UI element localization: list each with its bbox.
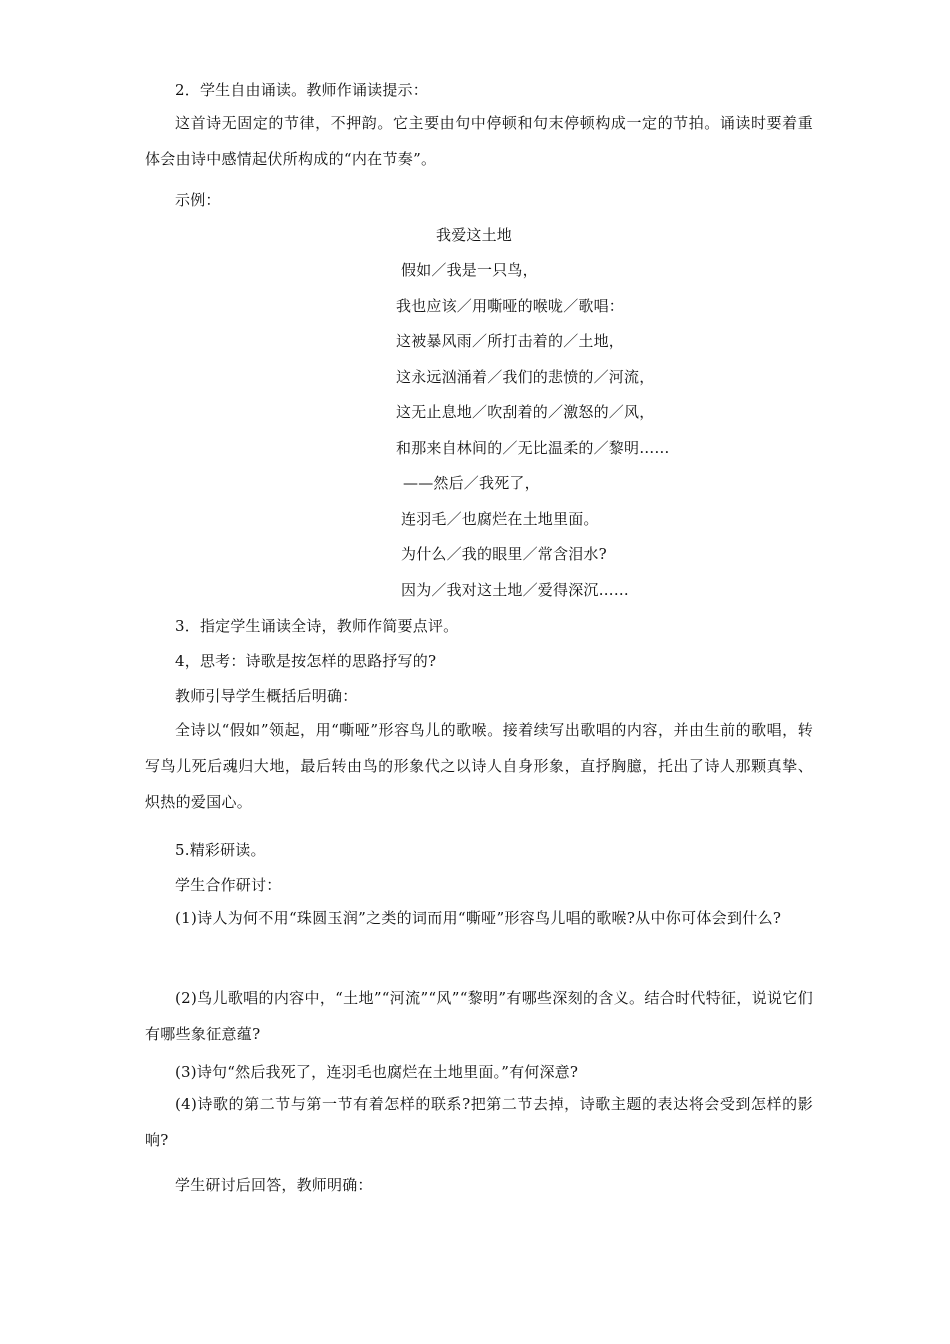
poem-line: 我也应该／用嘶哑的喉咙／歌唱： [396, 297, 625, 315]
poem-line: 假如／我是一只鸟， [401, 261, 538, 279]
discussion-label: 学生合作研讨： [175, 876, 282, 894]
example-label: 示例： [175, 191, 221, 209]
teacher-guide-line: 教师引导学生概括后明确： [175, 687, 358, 705]
conclusion-line: 学生研讨后回答，教师明确： [175, 1176, 373, 1194]
poem-line: ——然后／我死了， [403, 474, 540, 492]
question-2: (2)鸟儿歌唱的内容中，“土地”“河流”“风”“黎明”有哪些深刻的含义。结合时代特征，说说它们有哪些象征意蕴? [145, 989, 813, 1043]
poem-line: 和那来自林间的／无比温柔的／黎明…… [396, 439, 670, 457]
step-4-heading: 4，思考：诗歌是按怎样的思路抒写的? [175, 652, 437, 670]
poem-line: 这被暴风雨／所打击着的／土地， [396, 332, 625, 350]
poem-line: 为什么／我的眼里／常含泪水? [401, 545, 607, 563]
step-3-heading: 3．指定学生诵读全诗，教师作简要点评。 [175, 617, 459, 635]
question-3: (3)诗句“然后我死了，连羽毛也腐烂在土地里面。”有何深意? [175, 1063, 579, 1081]
step-5-heading: 5.精彩研读。 [175, 841, 266, 859]
answer-paragraph: 全诗以“假如”领起，用“嘶哑”形容鸟儿的歌喉。接着续写出歌唱的内容，并由生前的歌唱，转写鸟儿死后魂归大地，最后转由鸟的形象代之以诗人自身形象，直抒胸臆，托出了诗人那颗真挚、炽热的爱国心。 [145, 721, 813, 811]
poem-line: 这永远汹涌着／我们的悲愤的／河流， [396, 368, 655, 386]
step-2-heading: 2．学生自由诵读。教师作诵读提示： [175, 81, 428, 99]
reading-hint-paragraph: 这首诗无固定的节律，不押韵。它主要由句中停顿和句末停顿构成一定的节拍。诵读时要着重体会由诗中感情起伏所构成的“内在节奏”。 [145, 114, 813, 168]
poem-line: 因为／我对这土地／爱得深沉…… [401, 581, 630, 599]
poem-title: 我爱这土地 [436, 226, 513, 244]
poem-line: 连羽毛／也腐烂在土地里面。 [401, 510, 599, 528]
question-4: (4)诗歌的第二节与第一节有着怎样的联系?把第二节去掉，诗歌主题的表达将会受到怎样的影响? [145, 1095, 813, 1149]
question-1: (1)诗人为何不用“珠圆玉润”之类的词而用“嘶哑”形容鸟儿唱的歌喉?从中你可体会到什么? [175, 909, 782, 927]
poem-line: 这无止息地／吹刮着的／激怒的／风， [396, 403, 655, 421]
